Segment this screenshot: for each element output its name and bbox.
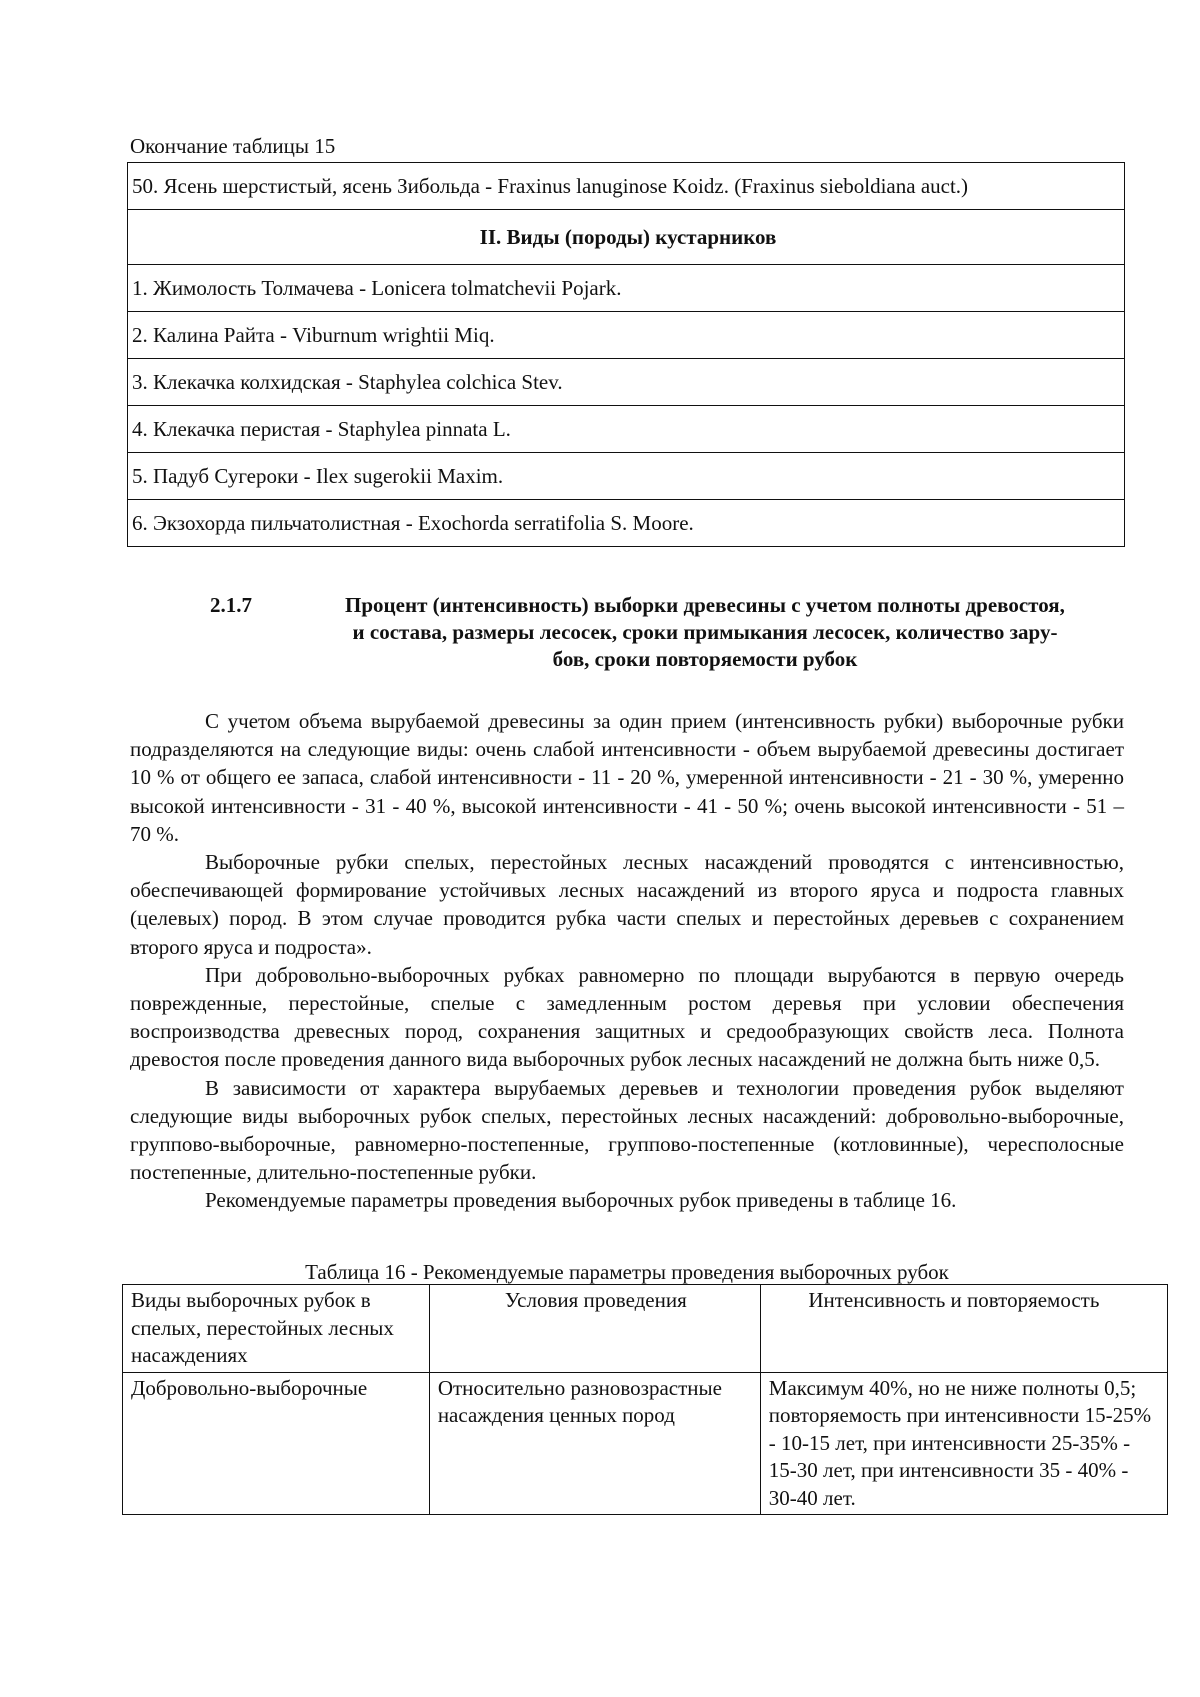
table-row <box>128 406 1125 453</box>
paragraph: Рекомендуемые параметры проведения выборочных рубок приведены в таблице 16. <box>205 1188 957 1213</box>
table-cell: 6. Экзохорда пильчатолистная - Exochorda serratifolia S. Moore. <box>128 500 1125 547</box>
table-cell: 3. Клекачка колхидская - Staphylea colchica Stev. <box>128 359 1125 406</box>
section-heading <box>210 592 1130 673</box>
parameters-table <box>122 1284 1168 1515</box>
table-row <box>128 500 1125 547</box>
paragraph: В зависимости от характера вырубаемых деревьев и технологии проведения рубок выделяют следующие виды выборочных рубок спелых, перестойных лесных насаждений: добровольно-выборочные, группово-выборочные, равномерно-постепенные, группово-постепенные (котловинные), чересполосные постепенные, длительно-постепенные рубки. <box>130 1075 1124 1185</box>
table-cell: 2. Калина Райта - Viburnum wrightii Miq. <box>128 312 1125 359</box>
table-section-row <box>128 210 1125 265</box>
body-text <box>130 707 1124 1215</box>
section-title-line: и состава, размеры лесосек, сроки примыкания лесосек, количество зару- <box>352 620 1058 644</box>
table-cell: Добровольно-выборочные <box>123 1372 430 1515</box>
table-cell: Относительно разновозрастные насаждения ценных пород <box>429 1372 760 1515</box>
table-row <box>128 453 1125 500</box>
table-cell: 1. Жимолость Толмачева - Lonicera tolmatchevii Pojark. <box>128 265 1125 312</box>
table-header-row <box>123 1285 1168 1373</box>
table-continuation-label: Окончание таблицы 15 <box>130 134 336 158</box>
table-row <box>128 312 1125 359</box>
paragraph: С учетом объема вырубаемой древесины за один прием (интенсивность рубки) выборочные рубки подразделяются на следующие виды: очень слабой интенсивности - объем вырубаемой древесины достигает 10 % от общего ее запаса, слабой интенсивности - 11 - 20 %, умеренной интенсивности - 21 - 30 %, умеренно высокой интенсивности - 31 - 40 %, высокой интенсивности - 41 - 50 %; очень высокой интенсивности - 51 – 70 %. <box>130 709 1124 846</box>
table-section-title: II. Виды (породы) кустарников <box>128 210 1125 265</box>
table-cell: 50. Ясень шерстистый, ясень Зибольда - Fraxinus lanuginose Koidz. (Fraxinus sieboldiana auct.) <box>128 163 1125 210</box>
table-row <box>123 1372 1168 1515</box>
species-table <box>127 162 1125 547</box>
section-title-line: Процент (интенсивность) выборки древесины с учетом полноты древостоя, <box>345 593 1065 617</box>
section-title-line: бов, сроки повторяемости рубок <box>552 647 858 671</box>
paragraph: При добровольно-выборочных рубках равномерно по площади вырубаются в первую очередь поврежденные, перестойные, спелые с замедленным ростом деревья при условии обеспечения воспроизводства древесных пород, сохранения защитных и средообразующих свойств леса. Полнота древостоя после проведения данного вида выборочных рубок лесных насаждений не должна быть ниже 0,5. <box>130 962 1124 1072</box>
table-row <box>128 359 1125 406</box>
table-header-cell: Условия проведения <box>429 1285 760 1373</box>
table-cell: Максимум 40%, но не ниже полноты 0,5; повторяемость при интенсивности 15-25% - 10-15 лет, при интенсивности 25-35% - 15-30 лет, при интенсивности 35 - 40% - 30-40 лет. <box>760 1372 1167 1515</box>
table-caption: Таблица 16 - Рекомендуемые параметры проведения выборочных рубок <box>305 1260 949 1284</box>
table-cell: 5. Падуб Сугероки - Ilex sugerokii Maxim. <box>128 453 1125 500</box>
table-header-cell: Интенсивность и повторяемость <box>760 1285 1167 1373</box>
table-row <box>128 163 1125 210</box>
section-number: 2.1.7 <box>210 593 252 617</box>
table-cell: 4. Клекачка перистая - Staphylea pinnata L. <box>128 406 1125 453</box>
section-title <box>280 592 1130 673</box>
table-row <box>128 265 1125 312</box>
paragraph: Выборочные рубки спелых, перестойных лесных насаждений проводятся с интенсивностью, обеспечивающей формирование устойчивых лесных насаждений из второго яруса и подроста главных (целевых) пород. В этом случае проводится рубка части спелых и перестойных деревьев с сохранением второго яруса и подроста». <box>130 850 1124 959</box>
table-header-cell: Виды выборочных рубок в спелых, перестойных лесных насаждениях <box>123 1285 430 1373</box>
